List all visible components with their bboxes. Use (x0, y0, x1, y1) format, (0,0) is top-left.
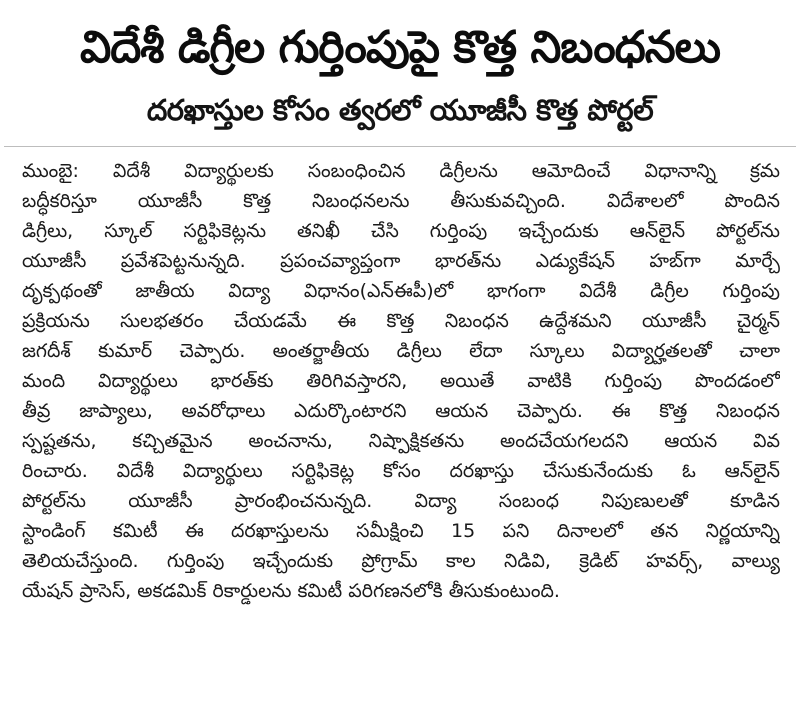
body-line: డిగ్రీలు, స్కూల్ సర్టిఫికెట్లను తనిఖీ చేసి గుర్తింపు ఇచ్చేందుకు ఆన్‌లైన్ పోర్టల్‌ను (22, 220, 780, 242)
body-line: మంది విద్యార్థులు భారత్‌కు తిరిగివస్తారని, అయితే వాటికి గుర్తింపు పొందడంలో (22, 370, 780, 392)
body-line: తీవ్ర జాప్యాలు, అవరోధాలు ఎదుర్కొంటారని ఆయన చెప్పారు. ఈ కొత్త నిబంధన (22, 400, 780, 422)
body-line: యేషన్ ప్రాసెస్, అకడమిక్ రికార్డులను కమిటీ పరిగణనలోకి తీసుకుంటుంది. (22, 580, 560, 602)
body-line: యూజీసీ ప్రవేశపెట్టనున్నది. ప్రపంచవ్యాప్తంగా భారత్‌ను ఎడ్యుకేషన్ హబ్‌గా మార్చే (22, 250, 780, 272)
body-line: బద్ధీకరిస్తూ యూజీసీ కొత్త నిబంధనలను తీసుకువచ్చింది. విదేశాలలో పొందిన (22, 190, 780, 212)
headline: విదేశీ డిగ్రీల గుర్తింపుపై కొత్త నిబంధనలు (79, 22, 721, 73)
article-body (22, 156, 780, 606)
divider (4, 146, 796, 147)
body-line: ప్రక్రియను సులభతరం చేయడమే ఈ కొత్త నిబంధన ఉద్దేశమని యూజీసీ చైర్మన్ (22, 310, 780, 332)
body-line: రించారు. విదేశీ విద్యార్థులు సర్టిఫికెట్ల కోసం దరఖాస్తు చేసుకునేందుకు ఓ ఆన్‌లైన్ (22, 460, 780, 482)
body-line: దృక్పథంతో జాతీయ విద్యా విధానం(ఎన్ఈపీ)లో భాగంగా విదేశీ డిగ్రీల గుర్తింపు (22, 280, 780, 302)
body-line: పోర్టల్‌ను యూజీసీ ప్రారంభించనున్నది. విద్యా సంబంధ నిపుణులతో కూడిన (22, 490, 780, 512)
subheadline: దరఖాస్తుల కోసం త్వరలో యూజీసీ కొత్త పోర్టల్ (146, 93, 654, 127)
body-line: జగదీశ్ కుమార్ చెప్పారు. అంతర్జాతీయ డిగ్రీలు లేదా స్కూలు విద్యార్హతలతో చాలా (22, 340, 780, 362)
body-line: తెలియచేస్తుంది. గుర్తింపు ఇచ్చేందుకు ప్రోగ్రామ్ కాల నిడివి, క్రెడిట్ హవర్స్, వాల్యు (22, 550, 780, 572)
body-line: స్టాండింగ్ కమిటీ ఈ దరఖాస్తులను సమీక్షించి 15 పని దినాలలో తన నిర్ణయాన్ని (22, 520, 780, 542)
body-line: స్పష్టతను, కచ్చితమైన అంచనాను, నిష్పాక్షికతను అందచేయగలదని ఆయన వివ (22, 430, 780, 452)
body-line: ముంబై: విదేశీ విద్యార్థులకు సంబంధించిన డిగ్రీలను ఆమోదించే విధానాన్ని క్రమ (22, 160, 780, 182)
